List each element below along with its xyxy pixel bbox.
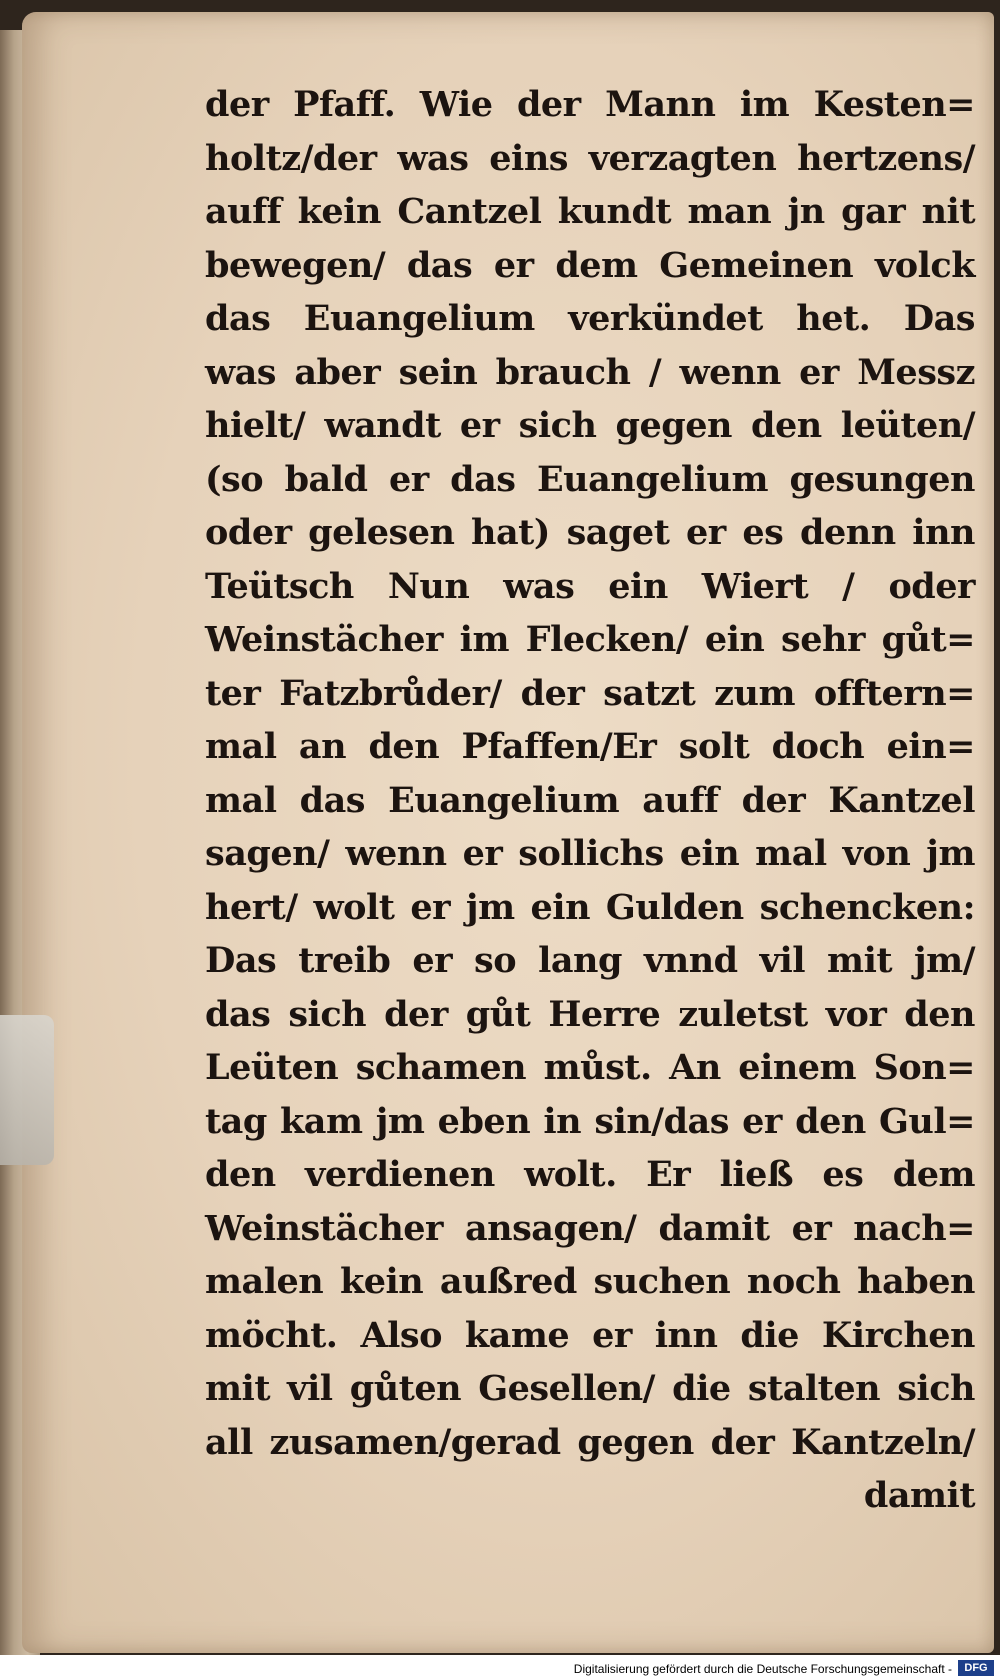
dfg-logo: DFG xyxy=(958,1660,994,1676)
text-line: auff kein Cantzel kundt man jn gar nit xyxy=(205,191,975,232)
catchword: damit xyxy=(863,1475,975,1516)
text-line: Das treib er so lang vnnd vil mit jm/ xyxy=(205,940,975,981)
text-line: das sich der gůt Herre zuletst vor den xyxy=(205,993,975,1035)
text-line: mal das Euangelium auff der Kantzel xyxy=(205,779,975,821)
text-line: hielt/ wandt er sich gegen den leüten/ xyxy=(205,405,975,446)
text-line: all zusamen/gerad gegen der Kantzeln/ xyxy=(205,1421,975,1463)
text-line: Weinstächer im Flecken/ ein sehr gůt= xyxy=(205,619,975,660)
text-line: möcht. Also kame er inn die Kirchen xyxy=(205,1314,975,1356)
text-line: mit vil gůten Gesellen/ die stalten sich xyxy=(205,1368,975,1409)
text-line: hert/ wolt er jm ein Gulden schencken: xyxy=(205,886,975,928)
text-line: das Euangelium verkündet het. Das xyxy=(205,298,975,339)
text-line: (so bald er das Euangelium gesungen xyxy=(205,458,975,500)
text-line: was aber sein brauch / wenn er Messz xyxy=(205,351,975,393)
text-line: Leüten schamen můst. An einem Son= xyxy=(205,1047,975,1088)
text-line: Weinstächer ansagen/ damit er nach= xyxy=(205,1207,975,1249)
text-line: bewegen/ das er dem Gemeinen volck xyxy=(205,244,975,286)
digitization-footer xyxy=(0,1655,1000,1679)
text-line: der Pfaff. Wie der Mann im Kesten= xyxy=(205,84,975,125)
text-line: mal an den Pfaffen/Er solt doch ein= xyxy=(205,726,975,767)
page-clip xyxy=(0,1015,54,1165)
text-line: ter Fatzbrůder/ der satzt zum offtern= xyxy=(205,672,975,714)
text-line: holtz/der was eins verzagten hertzens/ xyxy=(205,137,975,179)
funding-credit: Digitalisierung gefördert durch die Deutsche Forschungsgemeinschaft - xyxy=(573,1662,952,1676)
page-text xyxy=(205,78,975,1523)
text-line: malen kein außred suchen noch haben xyxy=(205,1261,975,1302)
text-line: oder gelesen hat) saget er es denn inn xyxy=(205,512,975,553)
text-line: sagen/ wenn er sollichs ein mal von jm xyxy=(205,833,975,874)
text-line: Teütsch Nun was ein Wiert / oder xyxy=(205,565,975,607)
text-line: den verdienen wolt. Er ließ es dem xyxy=(205,1154,975,1195)
text-line: tag kam jm eben in sin/das er den Gul= xyxy=(205,1100,975,1142)
